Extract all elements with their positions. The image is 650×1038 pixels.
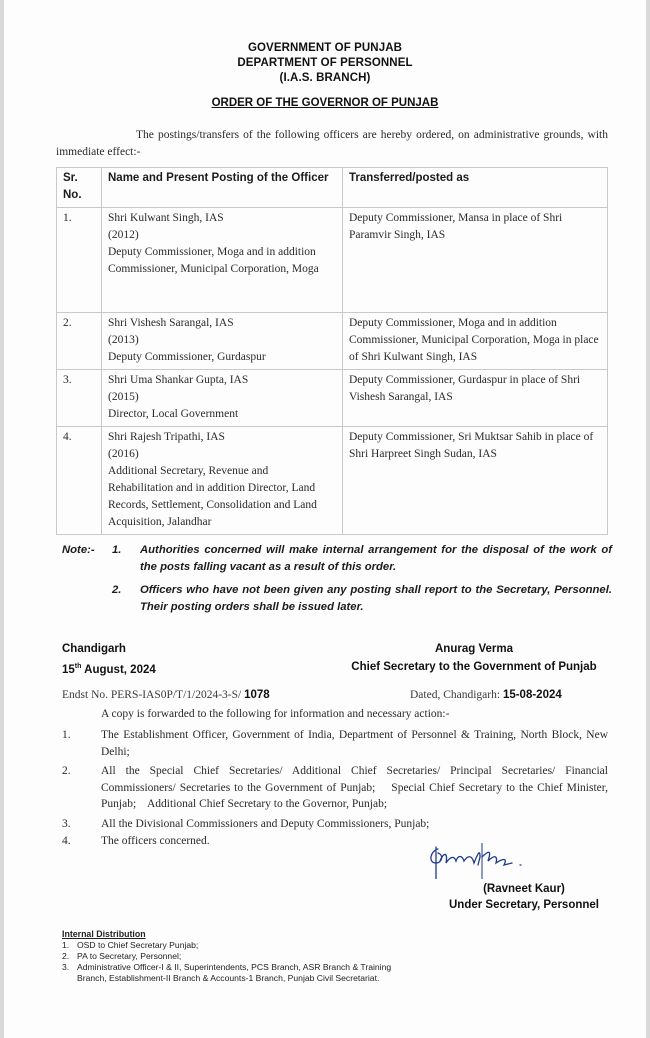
present-posting: Deputy Commissioner, Moga and in addition Commissioner, Municipal Corporation, Moga bbox=[108, 246, 319, 275]
table-row bbox=[57, 427, 608, 535]
list-item: 2. PA to Secretary, Personnel; bbox=[62, 951, 182, 961]
officer-name: Shri Uma Shankar Gupta, IAS bbox=[108, 374, 249, 386]
officer-cell bbox=[102, 313, 343, 370]
signatory-designation: Under Secretary, Personnel bbox=[449, 899, 599, 911]
table-row bbox=[57, 208, 608, 313]
branch-header: (I.A.S. BRANCH) bbox=[279, 72, 371, 84]
transferred-cell: Deputy Commissioner, Moga and in addition Commissioner, Municipal Corporation, Moga in place of Shri Kulwant Singh, IAS bbox=[343, 313, 608, 370]
officer-cell bbox=[102, 427, 343, 535]
table-row bbox=[57, 370, 608, 427]
document-page bbox=[4, 0, 646, 1038]
issuer-block bbox=[334, 640, 614, 676]
place-date-block bbox=[62, 640, 156, 679]
government-header: GOVERNMENT OF PUNJAB bbox=[247, 42, 403, 54]
transferred-cell: Deputy Commissioner, Gurdaspur in place of Shri Vishesh Sarangal, IAS bbox=[343, 370, 608, 427]
issuer-designation: Chief Secretary to the Government of Punjab bbox=[351, 661, 597, 673]
present-posting: Director, Local Government bbox=[108, 408, 239, 420]
column-header-transferred: Transferred/posted as bbox=[343, 168, 608, 208]
present-posting: Deputy Commissioner, Gurdaspur bbox=[108, 351, 266, 363]
officer-cell bbox=[102, 370, 343, 427]
endorsement-prefix: Endst No. PERS-IAS0P/T/1/2024-3-S/ bbox=[62, 689, 245, 701]
place: Chandigarh bbox=[62, 643, 126, 655]
notes-section bbox=[62, 542, 612, 622]
department-header: DEPARTMENT OF PERSONNEL bbox=[237, 57, 413, 69]
signatory-block bbox=[424, 881, 624, 913]
officer-name: Shri Rajesh Tripathi, IAS bbox=[108, 431, 225, 443]
note-text: Authorities concerned will make internal arrangement for the disposal of the work of the posts falling vacant as a result of this order. bbox=[140, 544, 612, 573]
table-header-row bbox=[57, 168, 608, 208]
internal-distribution-title: Internal Distribution bbox=[62, 929, 146, 939]
note-item: 2. Officers who have not been given any posting shall report to the Secretary, Personnel. Their posting orders shall be issued later. bbox=[62, 582, 612, 616]
list-item: 1. OSD to Chief Secretary Punjab; bbox=[62, 940, 199, 950]
internal-distribution bbox=[62, 929, 392, 984]
present-posting: Additional Secretary, Revenue and Rehabilitation and in addition Director, Land Records, Settlement, Consolidation and Land Acquisition, Jalandhar bbox=[108, 465, 317, 528]
table-row bbox=[57, 313, 608, 370]
intro-paragraph: The postings/transfers of the following officers are hereby ordered, on administrative grounds, with immediate effect:- bbox=[56, 129, 608, 158]
endorsement-number: 1078 bbox=[244, 689, 270, 701]
note-item: Note:- 1. Authorities concerned will make internal arrangement for the disposal of the work of the posts falling vacant as a result of this order. bbox=[62, 542, 612, 576]
list-item: 4. The officers concerned. bbox=[62, 835, 210, 847]
issuer-name: Anurag Verma bbox=[435, 643, 513, 655]
note-label: Note:- bbox=[62, 544, 95, 556]
transferred-cell: Deputy Commissioner, Mansa in place of Shri Paramvir Singh, IAS bbox=[343, 208, 608, 313]
list-item: 2. All the Special Chief Secretaries/ Additional Chief Secretaries/ Principal Secretaries/ Financial Commissioners/ Secretaries to the Government of Punjab; Special Chief Secretary to the Chief Minister, Punjab; Additional Chief Secretary to the Governor, Punjab; bbox=[62, 765, 611, 810]
note-text: Officers who have not been given any posting shall report to the Secretary, Personnel. Their posting orders shall be issued later. bbox=[140, 584, 612, 613]
officer-batch: (2015) bbox=[108, 391, 139, 403]
officer-name: Shri Kulwant Singh, IAS bbox=[108, 212, 224, 224]
officer-batch: (2013) bbox=[108, 334, 139, 346]
column-header-sr-no: Sr. No. bbox=[57, 168, 102, 208]
officer-cell bbox=[102, 208, 343, 313]
endorsement-line bbox=[62, 689, 612, 701]
sr-no-cell: 4. bbox=[57, 427, 102, 535]
order-date: 15th August, 2024 bbox=[62, 663, 156, 676]
postings-table bbox=[56, 167, 608, 535]
signatory-name: (Ravneet Kaur) bbox=[483, 883, 565, 895]
officer-batch: (2012) bbox=[108, 229, 139, 241]
order-title: ORDER OF THE GOVERNOR OF PUNJAB bbox=[211, 97, 439, 109]
column-header-name-posting: Name and Present Posting of the Officer bbox=[102, 168, 343, 208]
officer-name: Shri Vishesh Sarangal, IAS bbox=[108, 317, 234, 329]
sr-no-cell: 1. bbox=[57, 208, 102, 313]
handwritten-signature bbox=[424, 843, 544, 879]
transferred-cell: Deputy Commissioner, Sri Muktsar Sahib in place of Shri Harpreet Singh Sudan, IAS bbox=[343, 427, 608, 535]
copy-list bbox=[62, 727, 611, 853]
forward-text: A copy is forwarded to the following for information and necessary action:- bbox=[101, 708, 450, 720]
list-item: 1. The Establishment Officer, Government of India, Department of Personnel & Training, North Block, New Delhi; bbox=[62, 729, 608, 758]
list-item: 3. Administrative Officer-I & II, Superintendents, PCS Branch, ASR Branch & Training Branch, Establishment-II Branch & Accounts-1 Branch, Punjab Civil Secretariat. bbox=[62, 962, 392, 983]
sr-no-cell: 3. bbox=[57, 370, 102, 427]
endorsement-date: Dated, Chandigarh: 15-08-2024 bbox=[410, 689, 562, 701]
sr-no-cell: 2. bbox=[57, 313, 102, 370]
officer-batch: (2016) bbox=[108, 448, 139, 460]
list-item: 3. All the Divisional Commissioners and Deputy Commissioners, Punjab; bbox=[62, 817, 430, 830]
